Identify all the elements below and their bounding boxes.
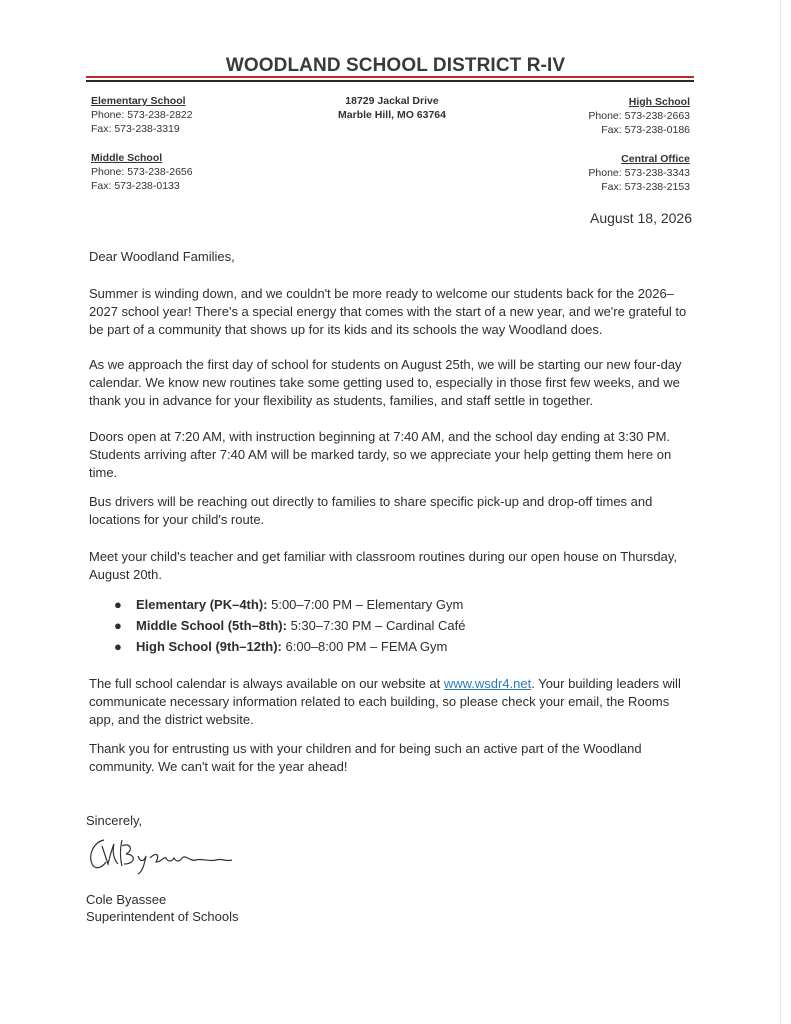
middle-phone: Phone: 573-238-2656 xyxy=(91,166,193,178)
central-phone: Phone: 573-238-3343 xyxy=(588,167,690,179)
open-house-list xyxy=(114,594,466,657)
high-fax: Fax: 573-238-0186 xyxy=(601,124,690,136)
high-heading: High School xyxy=(628,96,690,108)
district-address xyxy=(322,94,462,122)
middle-heading: Middle School xyxy=(91,152,163,164)
paragraph-5 xyxy=(89,548,689,584)
paragraph-6-after: . Your building leaders will communicate necessary information related to each building, so please check your email, the Rooms app, and the district website. xyxy=(89,676,681,727)
middle-contact xyxy=(91,151,193,193)
elementary-fax: Fax: 573-238-3319 xyxy=(91,123,180,135)
signer-title: Superintendent of Schools xyxy=(86,909,239,924)
header-rule-red xyxy=(86,76,694,78)
paragraph-1-text: Summer is winding down, and we couldn't be more ready to welcome our students back for the 2026–2027 school year! There's a special energy that comes with the start of a new year, and we're grateful to be part of a community that shows up for its kids and its schools the way Woodland does. xyxy=(89,286,687,337)
list-item xyxy=(114,636,465,657)
elementary-heading: Elementary School xyxy=(91,95,186,107)
signature-image xyxy=(86,832,236,876)
address-city: Marble Hill, MO 63764 xyxy=(338,109,446,121)
list-item xyxy=(114,594,465,615)
website-link[interactable]: www.wsdr4.net xyxy=(443,676,532,691)
header-rule-black xyxy=(86,80,694,82)
elementary-phone: Phone: 573-238-2822 xyxy=(91,109,193,121)
list-item xyxy=(114,615,466,636)
open-house-detail: 5:00–7:00 PM – Elementary Gym xyxy=(267,597,464,612)
signer-name: Cole Byassee xyxy=(86,892,167,907)
middle-fax: Fax: 573-238-0133 xyxy=(91,180,180,192)
bullet-icon: ● xyxy=(114,618,122,633)
central-fax: Fax: 573-238-2153 xyxy=(601,181,690,193)
page-edge-line xyxy=(780,0,781,1024)
paragraph-6-text xyxy=(89,675,689,729)
open-house-label: Elementary (PK–4th): xyxy=(136,597,268,612)
paragraph-2-text: As we approach the first day of school for students on August 25th, we will be starting our new four-day calendar. We know new routines take some getting used to, especially in those first few weeks, and we thank you in advance for your flexibility as students, families, and staff settle in together. xyxy=(89,357,682,408)
open-house-detail: 6:00–8:00 PM – FEMA Gym xyxy=(281,639,448,654)
paragraph-1 xyxy=(89,285,689,339)
paragraph-6 xyxy=(89,675,689,729)
open-house-detail: 5:30–7:30 PM – Cardinal Café xyxy=(286,618,466,633)
paragraph-2 xyxy=(89,356,689,410)
letter-date: August 18, 2026 xyxy=(590,210,692,226)
paragraph-5-text: Meet your child's teacher and get familiar with classroom routines during our open house on Thursday, August 20th. xyxy=(89,549,678,582)
salutation-text: Dear Woodland Families, xyxy=(89,249,235,264)
bullet-icon: ● xyxy=(114,597,122,612)
closing: Sincerely, xyxy=(86,813,143,828)
paragraph-4 xyxy=(89,493,689,529)
paragraph-6-before: The full school calendar is always available on our website at xyxy=(89,676,444,691)
paragraph-3-text: Doors open at 7:20 AM, with instruction beginning at 7:40 AM, and the school day ending at 3:30 PM. Students arriving after 7:40 AM will be marked tardy, so we appreciate your help getting them here on time. xyxy=(89,429,672,480)
paragraph-3 xyxy=(89,428,689,482)
address-street: 18729 Jackal Drive xyxy=(345,95,439,107)
high-contact xyxy=(588,95,690,137)
paragraph-7 xyxy=(89,740,689,776)
central-contact xyxy=(588,152,690,194)
paragraph-4-text: Bus drivers will be reaching out directly to families to share specific pick-up and drop-off times and locations for your child's route. xyxy=(89,494,653,527)
bullet-icon: ● xyxy=(114,639,122,654)
high-phone: Phone: 573-238-2663 xyxy=(588,110,690,122)
salutation xyxy=(89,248,689,266)
district-title: WOODLAND SCHOOL DISTRICT R-IV xyxy=(225,55,566,76)
central-heading: Central Office xyxy=(621,153,690,165)
open-house-label: Middle School (5th–8th): xyxy=(136,618,287,633)
elementary-contact xyxy=(91,94,193,136)
open-house-label: High School (9th–12th): xyxy=(136,639,282,654)
paragraph-7-text: Thank you for entrusting us with your children and for being such an active part of the Woodland community. We can't wait for the year ahead! xyxy=(89,741,642,774)
